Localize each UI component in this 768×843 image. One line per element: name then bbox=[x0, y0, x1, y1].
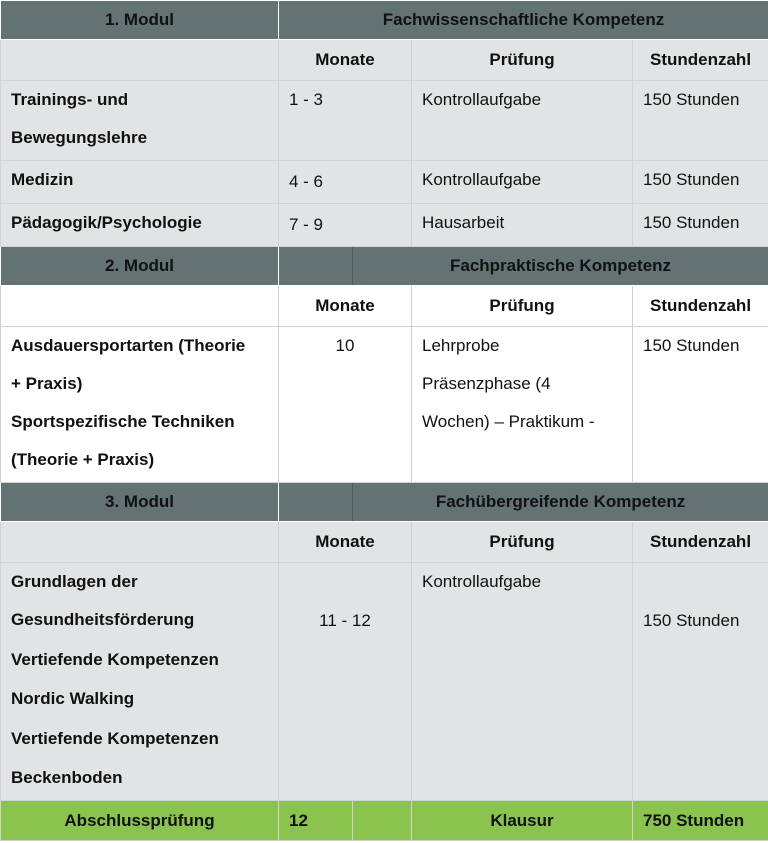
header-spacer bbox=[279, 247, 353, 286]
abschluss-monate: 12 bbox=[279, 801, 353, 841]
modul2-header bbox=[1, 247, 768, 286]
table-row bbox=[1, 204, 768, 247]
row-monate: 10 bbox=[279, 327, 412, 483]
col-monate: Monate bbox=[279, 286, 412, 327]
row-stunden: 150 Stunden bbox=[633, 327, 768, 483]
col-stundenzahl: Stundenzahl bbox=[633, 522, 768, 563]
abschluss-stunden: 750 Stunden bbox=[633, 801, 768, 841]
row-name-line: Ausdauersportarten (Theorie bbox=[11, 336, 246, 355]
row-monate: 1 - 3 bbox=[279, 81, 412, 161]
abschluss-pruefung: Klausur bbox=[412, 801, 633, 841]
row-stunden: 150 Stunden bbox=[633, 204, 768, 247]
row-name-line: Trainings- und bbox=[11, 90, 129, 109]
modul2-label: 2. Modul bbox=[1, 247, 279, 286]
col-stundenzahl: Stundenzahl bbox=[633, 40, 768, 81]
col-monate: Monate bbox=[279, 522, 412, 563]
table-row bbox=[1, 563, 768, 801]
col-pruefung: Prüfung bbox=[412, 522, 633, 563]
row-monate: 11 - 12 bbox=[279, 563, 412, 801]
col-stundenzahl: Stundenzahl bbox=[633, 286, 768, 327]
row-pruefung-line: Wochen) – Praktikum - bbox=[422, 412, 595, 431]
empty-cell bbox=[1, 286, 279, 327]
row-name-line: Sportspezifische Techniken bbox=[11, 412, 235, 431]
row-stunden: 150 Stunden bbox=[633, 161, 768, 204]
row-monate: 4 - 6 bbox=[279, 161, 412, 204]
row-monate: 7 - 9 bbox=[279, 204, 412, 247]
row-name bbox=[1, 563, 279, 801]
modul1-title: Fachwissenschaftliche Kompetenz bbox=[279, 1, 768, 40]
modul3-column-headers bbox=[1, 522, 768, 563]
modul2-column-headers bbox=[1, 286, 768, 327]
row-pruefung-line: Präsenzphase (4 bbox=[422, 374, 551, 393]
row-name bbox=[1, 81, 279, 161]
row-pruefung-line: Lehrprobe bbox=[422, 336, 500, 355]
table-row bbox=[1, 81, 768, 161]
row-pruefung: Kontrollaufgabe bbox=[412, 563, 633, 801]
row-pruefung bbox=[412, 327, 633, 483]
abschluss-row bbox=[1, 801, 768, 841]
table-row bbox=[1, 161, 768, 204]
row-pruefung: Kontrollaufgabe bbox=[412, 161, 633, 204]
row-name-line: Vertiefende Kompetenzen bbox=[11, 729, 219, 748]
row-pruefung: Hausarbeit bbox=[412, 204, 633, 247]
row-stunden: 150 Stunden bbox=[633, 81, 768, 161]
modul1-column-headers bbox=[1, 40, 768, 81]
empty-cell bbox=[1, 522, 279, 563]
row-name: Pädagogik/Psychologie bbox=[1, 204, 279, 247]
header-spacer bbox=[279, 483, 353, 522]
modul3-title: Fachübergreifende Kompetenz bbox=[353, 483, 768, 522]
table-row bbox=[1, 327, 768, 483]
row-name-line: Beckenboden bbox=[11, 768, 123, 787]
row-name: Medizin bbox=[1, 161, 279, 204]
abschluss-spacer bbox=[353, 801, 412, 841]
row-name-line: Bewegungslehre bbox=[11, 128, 148, 147]
modul1-header bbox=[1, 1, 768, 40]
row-name-line: + Praxis) bbox=[11, 374, 83, 393]
empty-cell bbox=[1, 40, 279, 81]
modul3-label: 3. Modul bbox=[1, 483, 279, 522]
row-name-line: Grundlagen der bbox=[11, 572, 138, 591]
row-name-line: (Theorie + Praxis) bbox=[11, 450, 155, 469]
row-name-line: Vertiefende Kompetenzen bbox=[11, 650, 219, 669]
modul2-title: Fachpraktische Kompetenz bbox=[353, 247, 768, 286]
col-monate: Monate bbox=[279, 40, 412, 81]
row-pruefung: Kontrollaufgabe bbox=[412, 81, 633, 161]
row-name bbox=[1, 327, 279, 483]
col-pruefung: Prüfung bbox=[412, 286, 633, 327]
modul1-label: 1. Modul bbox=[1, 1, 279, 40]
abschluss-label: Abschlussprüfung bbox=[1, 801, 279, 841]
row-stunden: 150 Stunden bbox=[633, 563, 768, 801]
row-name-line: Gesundheitsförderung bbox=[11, 610, 195, 629]
col-pruefung: Prüfung bbox=[412, 40, 633, 81]
row-name-line: Nordic Walking bbox=[11, 689, 135, 708]
modul3-header bbox=[1, 483, 768, 522]
